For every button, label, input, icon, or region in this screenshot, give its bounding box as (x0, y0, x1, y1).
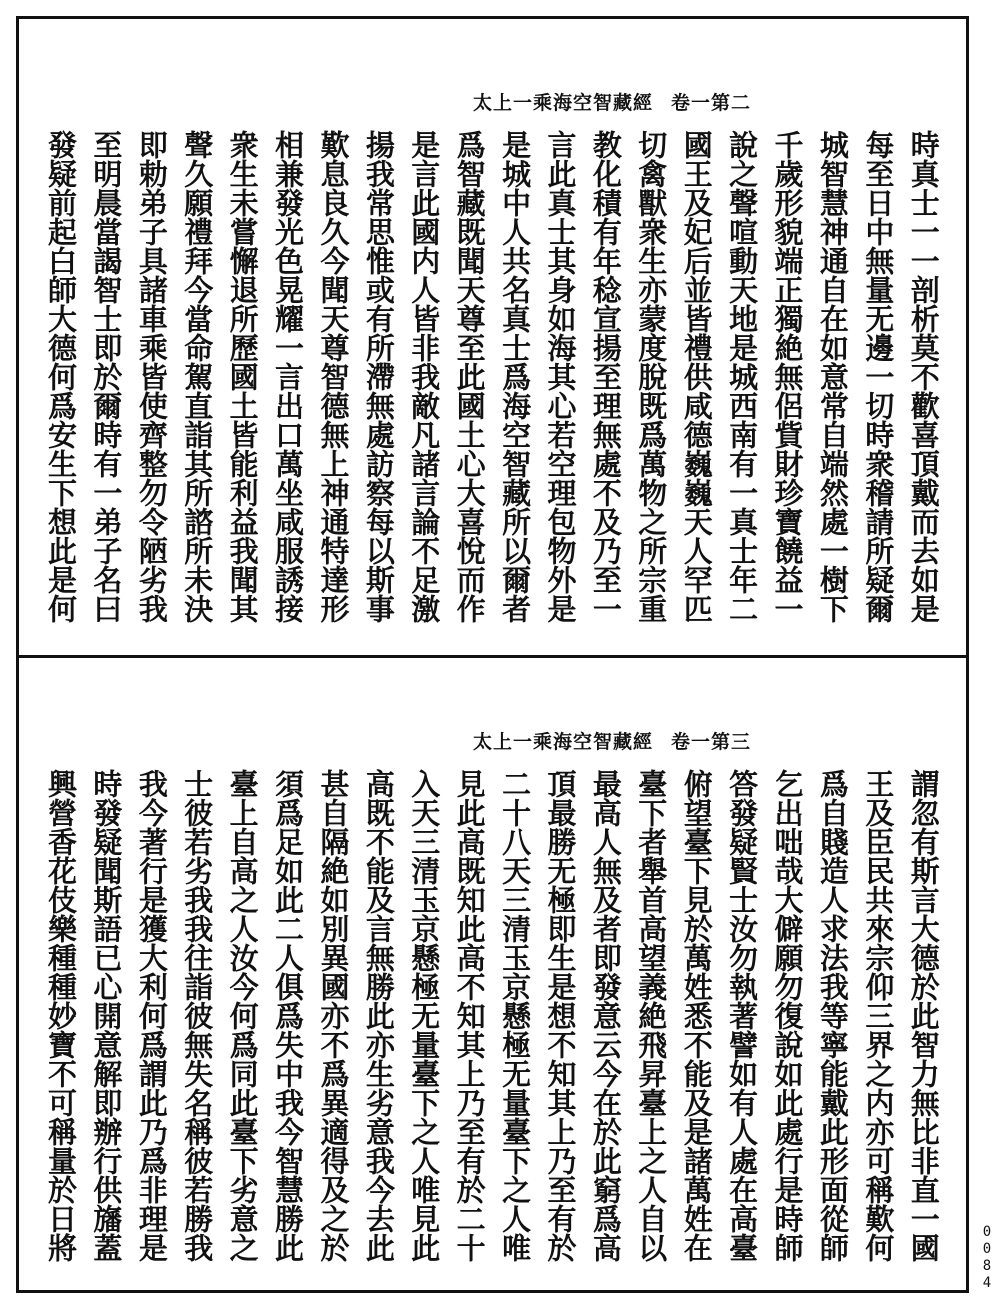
text-column: 聲久願禮拜今當命駕直詣其所諮所未決 (180, 130, 215, 623)
text-column: 甚自隔絶如別異國亦不爲異適得及之於 (316, 769, 351, 1262)
text-column: 相兼發光色晃耀一言出口萬坐咸服誘接 (271, 130, 306, 623)
text-column: 是城中人共名真士爲海空智藏所以爾者 (498, 130, 533, 623)
text-column: 入天三清玉京懸極无量臺下之人唯見此 (407, 769, 442, 1262)
top-page-marker: 卷一第二 (670, 92, 751, 114)
text-column: 衆生未嘗懈退所歷國土皆能利益我聞其 (225, 130, 260, 623)
text-column: 高既不能及言無勝此亦生劣意我今去此 (361, 769, 396, 1262)
page-number: 0084 (979, 1224, 995, 1292)
top-page-header (473, 88, 751, 115)
text-column: 發疑前起白師大德何爲安生下想此是何 (44, 130, 78, 623)
text-column: 王及臣民共來宗仰三界之内亦可稱歎何 (861, 769, 896, 1262)
text-column: 歎息良久今聞天尊智德無上神通特達形 (316, 130, 351, 623)
text-column: 爲智藏既聞天尊至此國土心大喜悅而作 (452, 130, 487, 623)
text-column: 教化積有年稔宣揚至理無處不及乃至一 (588, 130, 623, 623)
text-column: 國王及妃后並皆禮供咸德巍巍天人罕匹 (679, 130, 714, 623)
text-column: 謂忽有斯言大德於此智力無比非直一國 (906, 769, 941, 1262)
text-column: 見此高既知此高不知其上乃至有於二十 (452, 769, 487, 1262)
text-column: 切禽獸衆生亦蒙度脫既爲萬物之所宗重 (634, 130, 669, 623)
text-column: 至明晨當謁智士即於爾時有一弟子名曰 (89, 130, 124, 623)
text-column: 說之聲喧動天地是城西南有一真士年二 (725, 130, 760, 623)
text-column: 俯望臺下見於萬姓悉不能及是諸萬姓在 (679, 769, 714, 1262)
bottom-page-marker: 卷一第三 (670, 731, 751, 753)
text-column: 時真士一一剖析莫不歡喜頂戴而去如是 (906, 130, 941, 623)
text-column: 爲自賤造人求法我等寧能戴此形面從師 (815, 769, 850, 1262)
text-column: 揚我常思惟或有所滯無處訪察每以斯事 (361, 130, 396, 623)
top-page (16, 19, 969, 655)
text-column: 二十八天三清玉京懸極无量臺下之人唯 (498, 769, 533, 1262)
text-column: 千歲形貌端正獨絶無侶貲財珍寶饒益一 (770, 130, 805, 623)
text-column: 答發疑賢士汝勿執著譬如有人處在高臺 (725, 769, 760, 1262)
text-column: 頂最勝无極即生是想不知其上乃至有於 (543, 769, 578, 1262)
text-column: 是言此國内人皆非我敵凡諸言論不足激 (407, 130, 442, 623)
top-page-text (40, 130, 945, 632)
text-column: 城智慧神通自在如意常自端然處一樹下 (815, 130, 850, 623)
text-column: 言此真士其身如海其心若空理包物外是 (543, 130, 578, 623)
bottom-page (16, 658, 969, 1290)
text-column: 時發疑聞斯語已心開意解即辦行供旛蓋 (89, 769, 124, 1262)
bottom-page-title: 太上一乘海空智藏經 (472, 731, 653, 753)
bottom-page-text (40, 769, 945, 1271)
text-column: 興營香花伎樂種種妙寶不可稱量於日將 (44, 769, 78, 1262)
text-column: 乞出咄哉大僻願勿復說如此處行是時師 (770, 769, 805, 1262)
text-column: 我今著行是獲大利何爲謂此乃爲非理是 (134, 769, 169, 1262)
text-column: 須爲足如此二人俱爲失中我今智慧勝此 (271, 769, 306, 1262)
top-page-title: 太上一乘海空智藏經 (472, 92, 653, 114)
text-column: 士彼若劣我我往詣彼無失名稱彼若勝我 (180, 769, 215, 1262)
text-column: 臺上自高之人汝今何爲同此臺下劣意之 (225, 769, 260, 1262)
text-column: 最高人無及者即發意云今在於此窮爲高 (588, 769, 623, 1262)
bottom-page-header (473, 727, 751, 754)
text-column: 臺下者舉首高望義絶飛昇臺上之人自以 (634, 769, 669, 1262)
text-column: 即勅弟子具諸車乘皆使齊整勿令陋劣我 (134, 130, 169, 623)
text-column: 每至日中無量无邊一切時衆稽請所疑爾 (861, 130, 896, 623)
